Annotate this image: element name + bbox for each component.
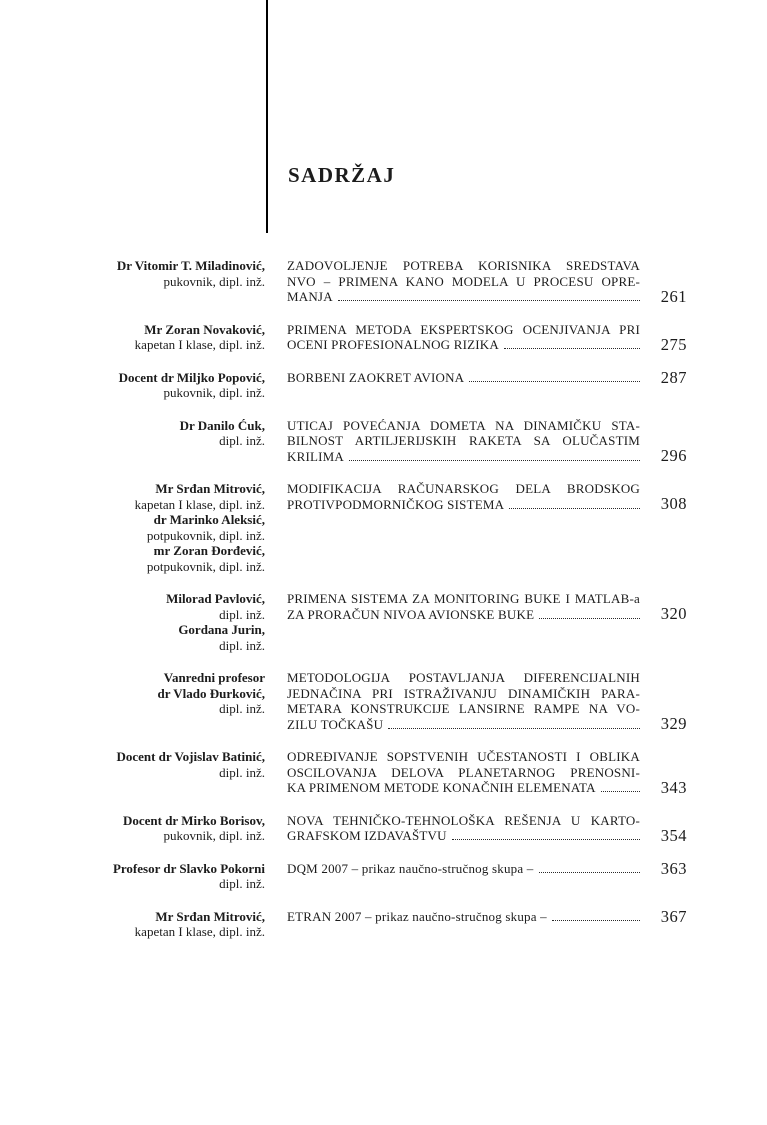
title-block	[287, 749, 640, 796]
title-line	[287, 607, 640, 623]
title-line	[287, 497, 640, 513]
page-number: 320	[660, 604, 687, 623]
author-block	[0, 418, 265, 449]
author-rank: pukovnik, dipl. inž.	[163, 828, 265, 843]
toc-entry	[0, 749, 687, 796]
author-name: mr Zoran Đorđević,	[153, 543, 265, 558]
author-rank: dipl. inž.	[219, 701, 265, 716]
author-rank: dipl. inž.	[219, 433, 265, 448]
page-number: 275	[660, 334, 687, 354]
title-line: METARA KONSTRUKCIJE LANSIRNE RAMPE NA VO-	[287, 701, 640, 716]
title-line: NOVA TEHNIČKO-TEHNOLOŠKA REŠENJA U KARTO-	[287, 812, 640, 828]
author-name: Profesor dr Slavko Pokorni	[112, 860, 265, 876]
author-rank: dipl. inž.	[219, 876, 265, 891]
title-wrap	[287, 367, 687, 387]
title-wrap	[287, 481, 687, 512]
author-block	[0, 909, 265, 940]
title-wrap	[287, 258, 687, 305]
dot-leader	[452, 839, 640, 840]
page-number: 343	[660, 777, 687, 797]
dot-leader	[539, 618, 640, 619]
page-number: 308	[660, 494, 687, 513]
title-block	[287, 813, 640, 844]
title-line: METODOLOGIJA POSTAVLJANJA DIFERENCIJALNIH	[287, 670, 640, 685]
page-number: 287	[660, 367, 687, 387]
toc-entry	[0, 418, 687, 465]
title-line: JEDNAČINA PRI ISTRAŽIVANJU DINAMIČKIH PARA-	[287, 685, 640, 701]
dot-leader	[539, 872, 641, 873]
author-block	[0, 481, 265, 574]
title-line	[287, 909, 640, 925]
author-name: Docent dr Miljko Popović,	[118, 369, 265, 385]
author-rank: dipl. inž.	[219, 764, 265, 780]
title-line: PRIMENA SISTEMA ZA MONITORING BUKE I MATLAB-a	[287, 591, 640, 606]
title-line	[287, 289, 640, 305]
title-line: PRIMENA METODA EKSPERTSKOG OCENJIVANJA PRI	[287, 321, 640, 337]
title-text: BORBENI ZAOKRET AVIONA	[287, 370, 465, 385]
title-text: DQM 2007 – prikaz naučno-stručnog skupa –	[287, 861, 534, 876]
title-block	[287, 258, 640, 305]
title-wrap	[287, 591, 687, 622]
title-block	[287, 370, 640, 386]
author-name: Dr Danilo Ćuk,	[179, 417, 265, 433]
title-wrap	[287, 858, 687, 878]
title-line: UTICAJ POVEĆANJA DOMETA NA DINAMIČKU STA-	[287, 417, 640, 433]
title-line: NVO – PRIMENA KANO MODELA U PROCESU OPRE-	[287, 273, 640, 289]
page-number: 261	[660, 286, 687, 306]
author-rank: dipl. inž.	[219, 637, 265, 653]
author-block	[0, 258, 265, 289]
page-number: 363	[660, 858, 687, 878]
title-wrap	[287, 906, 687, 926]
title-wrap	[287, 322, 687, 353]
author-name: Mr Srđan Mitrović,	[155, 908, 265, 924]
dot-leader	[469, 381, 640, 382]
title-line	[287, 337, 640, 353]
author-rank: dipl. inž.	[219, 606, 265, 622]
title-block	[287, 481, 640, 512]
author-rank: potpukovnik, dipl. inž.	[146, 558, 265, 574]
author-block	[0, 370, 265, 401]
title-wrap	[287, 749, 687, 796]
title-line: OSCILOVANJA DELOVA PLANETARNOG PRENOSNI-	[287, 764, 640, 780]
page-title: SADRŽAJ	[288, 163, 396, 188]
author-name: Milorad Pavlović,	[166, 591, 265, 606]
author-block	[0, 670, 265, 717]
title-text: ZILU TOČKAŠU	[287, 716, 384, 732]
dot-leader	[504, 348, 640, 349]
header-divider-rule	[266, 0, 268, 233]
title-line	[287, 828, 640, 844]
title-line	[287, 861, 640, 877]
author-rank: kapetan I klase, dipl. inž.	[134, 924, 265, 939]
author-name: Mr Zoran Novaković,	[144, 321, 265, 337]
title-text: KA PRIMENOM METODE KONAČNIH ELEMENATA	[287, 780, 596, 795]
author-name: Gordana Jurin,	[178, 622, 265, 637]
author-block	[0, 749, 265, 780]
title-block	[287, 591, 640, 622]
title-block	[287, 909, 640, 925]
page-number: 296	[660, 446, 687, 465]
dot-leader	[338, 300, 640, 301]
author-block	[0, 322, 265, 353]
author-name: Docent dr Vojislav Batinić,	[116, 749, 265, 764]
dot-leader	[601, 791, 640, 792]
dot-leader	[349, 460, 640, 461]
author-name: Vanredni profesor	[163, 670, 265, 685]
title-line	[287, 717, 640, 733]
title-block	[287, 322, 640, 353]
title-text: ETRAN 2007 – prikaz naučno-stručnog skupa –	[287, 909, 547, 924]
page-number: 329	[660, 714, 687, 733]
toc-entry	[0, 367, 687, 401]
title-line: MODIFIKACIJA RAČUNARSKOG DELA BRODSKOG	[287, 481, 640, 496]
title-text: GRAFSKOM IZDAVAŠTVU	[287, 828, 447, 843]
author-name: Docent dr Mirko Borisov,	[122, 812, 265, 828]
toc-entry	[0, 481, 687, 574]
page-number: 367	[660, 906, 687, 926]
toc-entry	[0, 591, 687, 653]
author-name: dr Marinko Aleksić,	[153, 512, 265, 527]
title-text: ZA PRORAČUN NIVOA AVIONSKE BUKE	[287, 606, 535, 622]
title-line: ODREĐIVANJE SOPSTVENIH UČESTANOSTI I OBLIKA	[287, 749, 640, 764]
title-text: OCENI PROFESIONALNOG RIZIKA	[287, 337, 499, 352]
title-line: ZADOVOLJENJE POTREBA KORISNIKA SREDSTAVA	[287, 258, 640, 273]
toc-entry	[0, 322, 687, 353]
toc-entry	[0, 906, 687, 940]
title-line	[287, 780, 640, 796]
toc-entry	[0, 670, 687, 732]
author-rank: pukovnik, dipl. inž.	[163, 273, 265, 289]
dot-leader	[388, 728, 640, 729]
author-name: dr Vlado Đurković,	[157, 685, 265, 701]
title-wrap	[287, 418, 687, 465]
author-block	[0, 591, 265, 653]
dot-leader	[509, 508, 640, 509]
title-wrap	[287, 813, 687, 844]
author-block	[0, 813, 265, 844]
title-text: PROTIVPODMORNIČKOG SISTEMA	[287, 496, 505, 512]
title-text: MANJA	[287, 289, 333, 304]
toc-entry	[0, 813, 687, 844]
title-line	[287, 449, 640, 465]
toc-entries	[0, 258, 687, 957]
toc-entry	[0, 858, 687, 892]
title-text: KRILIMA	[287, 448, 345, 464]
title-block	[287, 670, 640, 732]
page-number: 354	[660, 825, 687, 845]
author-rank: kapetan I klase, dipl. inž.	[134, 496, 265, 512]
title-block	[287, 418, 640, 465]
author-block	[0, 861, 265, 892]
title-line	[287, 370, 640, 386]
author-name: Mr Srđan Mitrović,	[155, 481, 265, 496]
title-wrap	[287, 670, 687, 732]
author-name: Dr Vitomir T. Miladinović,	[116, 258, 265, 273]
author-rank: potpukovnik, dipl. inž.	[146, 527, 265, 543]
dot-leader	[552, 920, 640, 921]
toc-entry	[0, 258, 687, 305]
author-rank: pukovnik, dipl. inž.	[163, 385, 265, 400]
title-line: BILNOST ARTILJERIJSKIH RAKETA SA OLUČASTIM	[287, 433, 640, 448]
title-block	[287, 861, 640, 877]
author-rank: kapetan I klase, dipl. inž.	[134, 337, 265, 352]
